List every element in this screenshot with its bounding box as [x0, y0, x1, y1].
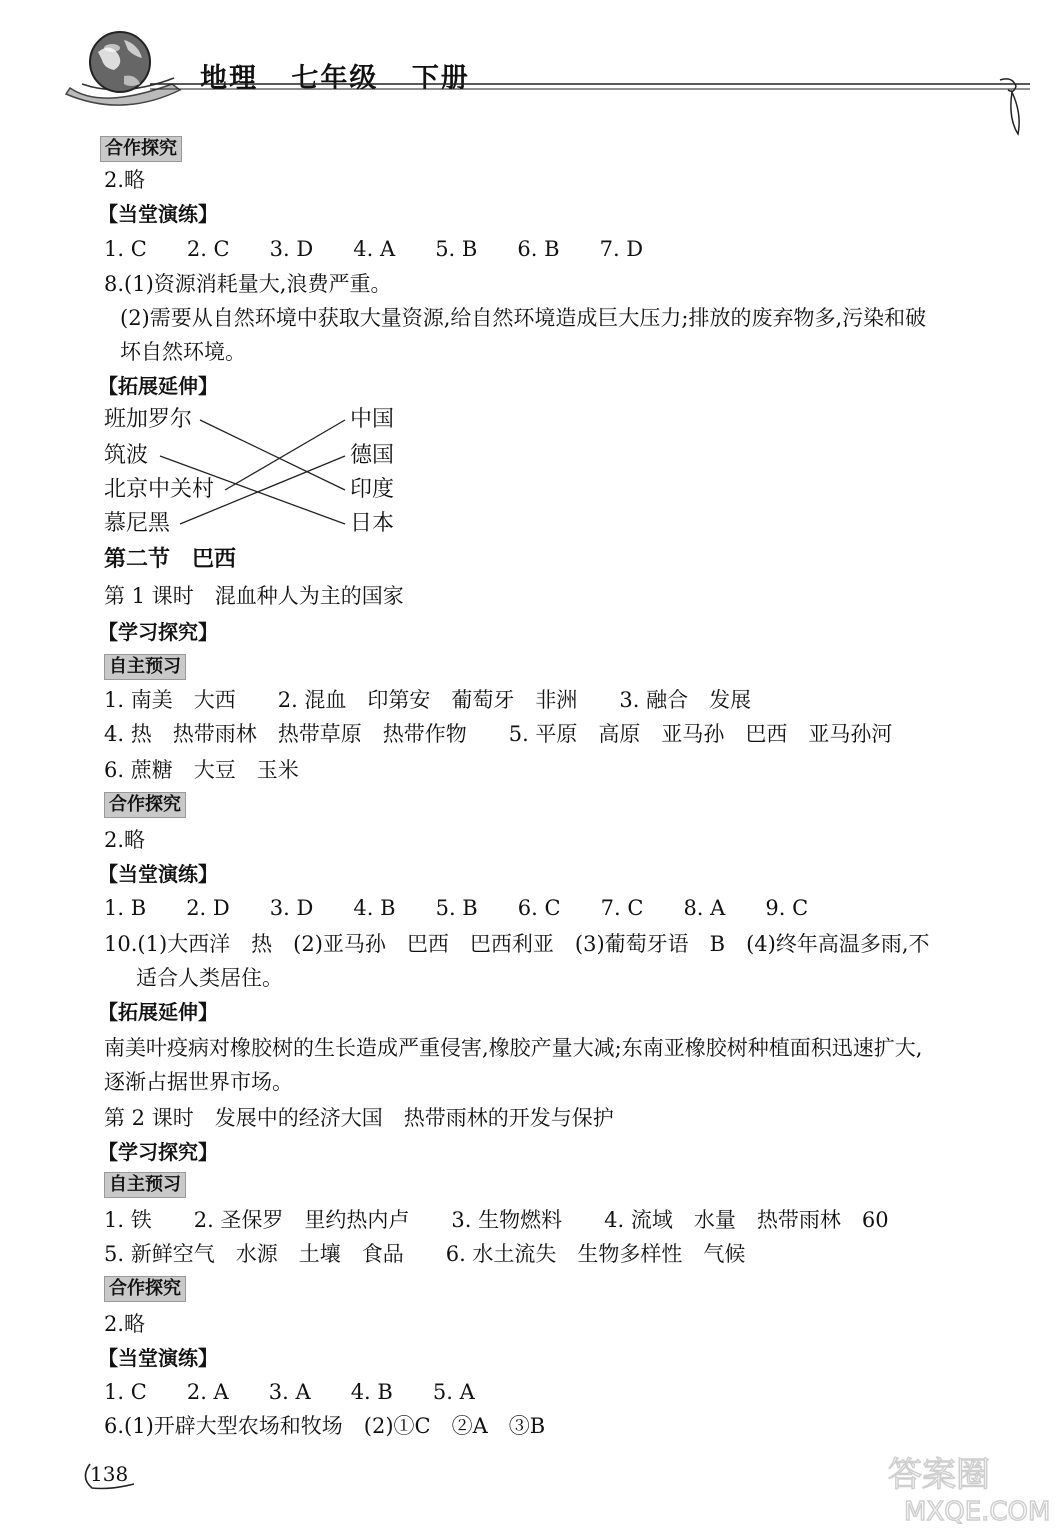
tag-cooperative-inquiry: 合作探究 [104, 792, 186, 818]
matching-exercise [0, 400, 520, 550]
lesson-title: 第 2 课时 发展中的经济大国 热带雨林的开发与保护 [104, 1106, 614, 1130]
answer-line: (2)需要从自然环境中获取大量资源,给自然环境造成巨大压力;排放的废弃物多,污染和破 [120, 306, 927, 330]
heading-classroom-practice: 【当堂演练】 [98, 862, 218, 886]
page-header [0, 0, 1064, 130]
answer-line: 1. 南美 大西 2. 混血 印第安 葡萄牙 非洲 3. 融合 发展 [104, 688, 752, 712]
matching-lines [0, 400, 520, 550]
answer-line: 8.(1)资源消耗量大,浪费严重。 [104, 272, 392, 296]
match-line [160, 456, 345, 524]
page-number-text: 138 [90, 1462, 129, 1486]
answer-line: 1. B 2. D 3. D 4. B 5. B 6. C 7. C 8. A 9. C [104, 896, 809, 920]
tag-cooperative-inquiry: 合作探究 [104, 1276, 186, 1302]
header-grade: 七年级 [291, 63, 379, 94]
answer-line: 南美叶疫病对橡胶树的生长造成严重侵害,橡胶产量大减;东南亚橡胶树种植面积迅速扩大, [104, 1036, 923, 1060]
header-subject: 地理 [200, 63, 258, 94]
svg-text:MXQE.COM: MXQE.COM [904, 1497, 1050, 1527]
answer-line: 2.略 [104, 1312, 146, 1336]
heading-study-inquiry: 【学习探究】 [98, 1140, 218, 1164]
answer-line: 2.略 [104, 168, 146, 192]
match-line [180, 456, 345, 524]
header-rule [150, 78, 1040, 138]
match-line [200, 420, 345, 490]
lesson-title: 第 1 课时 混血种人为主的国家 [104, 584, 404, 608]
page-number [80, 1460, 138, 1492]
match-left-item: 筑波 [104, 443, 149, 468]
tag-self-preview: 自主预习 [104, 654, 186, 680]
match-left-item: 班加罗尔 [104, 407, 193, 432]
answer-line: 1. C 2. C 3. D 4. A 5. B 6. B 7. D [104, 237, 644, 261]
match-right-item: 日本 [350, 511, 395, 536]
match-right-item: 德国 [350, 443, 395, 468]
heading-extension: 【拓展延伸】 [98, 374, 218, 398]
match-right-item: 印度 [350, 477, 395, 502]
answer-line: 2.略 [104, 828, 146, 852]
answer-line: 1. C 2. A 3. A 4. B 5. A [104, 1380, 475, 1404]
match-left-item: 慕尼黑 [104, 511, 171, 536]
answer-line: 1. 铁 2. 圣保罗 里约热内卢 3. 生物燃料 4. 流域 水量 热带雨林 60 [104, 1208, 889, 1232]
answer-line: 逐渐占据世界市场。 [104, 1070, 293, 1094]
answer-line: 5. 新鲜空气 水源 土壤 食品 6. 水土流失 生物多样性 气候 [104, 1242, 746, 1266]
tag-cooperative-inquiry: 合作探究 [100, 136, 182, 162]
heading-extension: 【拓展延伸】 [98, 1000, 218, 1024]
tag-self-preview: 自主预习 [104, 1172, 186, 1198]
section-title: 第二节 巴西 [104, 547, 237, 572]
answer-line: 6. 蔗糖 大豆 玉米 [104, 758, 299, 782]
heading-study-inquiry: 【学习探究】 [98, 620, 218, 644]
answer-line: 6.(1)开辟大型农场和牧场 (2)①C ②A ③B [104, 1414, 546, 1438]
answer-line: 坏自然环境。 [120, 340, 246, 364]
answer-line: 适合人类居住。 [136, 966, 283, 990]
heading-classroom-practice: 【当堂演练】 [98, 202, 218, 226]
answer-line: 4. 热 热带雨林 热带草原 热带作物 5. 平原 高原 亚马孙 巴西 亚马孙河 [104, 722, 893, 746]
watermark-logo-icon [880, 1448, 1050, 1528]
watermark [880, 1448, 1050, 1528]
heading-classroom-practice: 【当堂演练】 [98, 1346, 218, 1370]
match-right-item: 中国 [350, 407, 395, 432]
match-left-item: 北京中关村 [104, 477, 215, 502]
answer-line: 10.(1)大西洋 热 (2)亚马孙 巴西 巴西利亚 (3)葡萄牙语 B (4)终年高温多雨,不 [104, 932, 930, 956]
svg-text:答案圈: 答案圈 [888, 1455, 990, 1495]
match-line [225, 420, 345, 490]
header-volume: 下册 [411, 63, 470, 94]
